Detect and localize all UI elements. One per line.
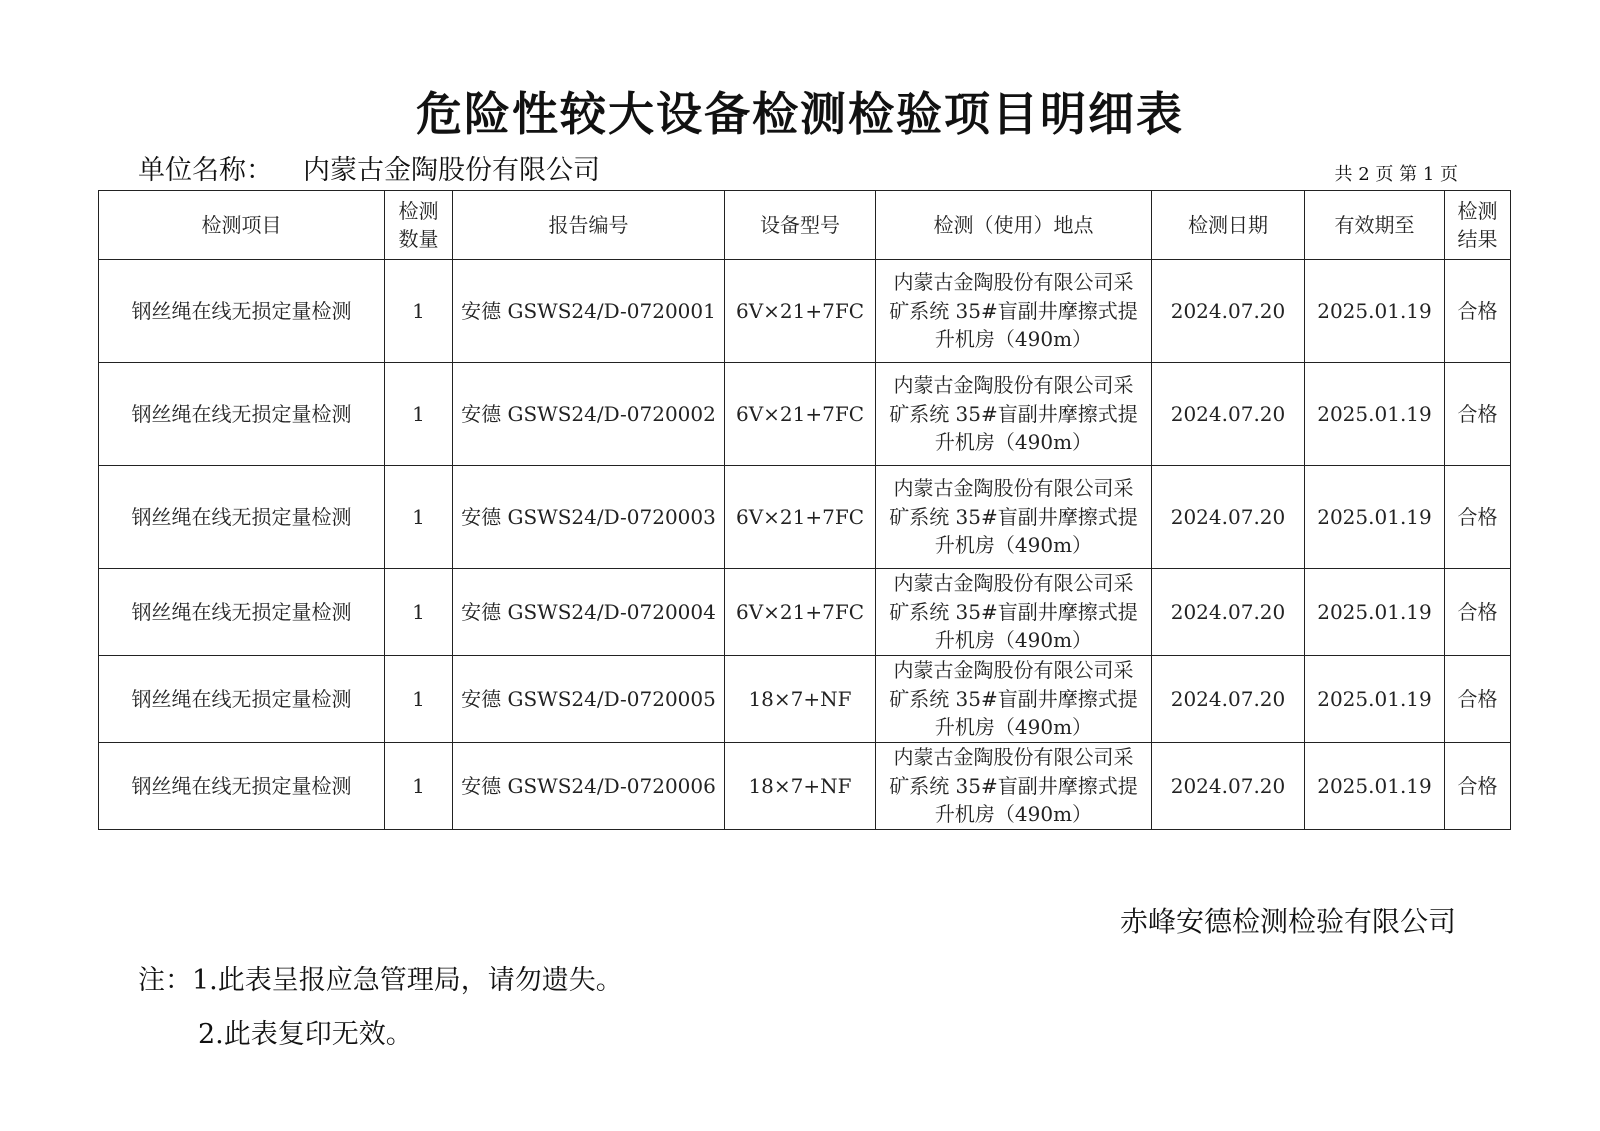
cell-item: 钢丝绳在线无损定量检测	[99, 656, 385, 743]
cell-qty: 1	[385, 363, 453, 466]
cell-valid: 2025.01.19	[1305, 466, 1445, 569]
cell-model: 6V×21+7FC	[725, 569, 876, 656]
cell-location: 内蒙古金陶股份有限公司采矿系统 35#盲副井摩擦式提升机房（490m）	[876, 260, 1152, 363]
cell-valid: 2025.01.19	[1305, 260, 1445, 363]
cell-location: 内蒙古金陶股份有限公司采矿系统 35#盲副井摩擦式提升机房（490m）	[876, 743, 1152, 830]
cell-result: 合格	[1445, 466, 1511, 569]
header-result: 检测结果	[1445, 191, 1511, 260]
page-title: 危险性较大设备检测检验项目明细表	[416, 87, 1184, 141]
cell-item: 钢丝绳在线无损定量检测	[99, 466, 385, 569]
notes	[138, 954, 623, 1062]
table-row	[99, 569, 1511, 656]
cell-model: 6V×21+7FC	[725, 260, 876, 363]
table-header-row	[99, 191, 1511, 260]
note-line-1: 注：1.此表呈报应急管理局，请勿遗失。	[138, 965, 623, 996]
table-row	[99, 656, 1511, 743]
cell-item: 钢丝绳在线无损定量检测	[99, 260, 385, 363]
cell-item: 钢丝绳在线无损定量检测	[99, 569, 385, 656]
cell-report: 安德 GSWS24/D-0720005	[453, 656, 725, 743]
cell-qty: 1	[385, 260, 453, 363]
page-count: 共 2 页 第 1 页	[1334, 164, 1458, 185]
header-model: 设备型号	[725, 191, 876, 260]
cell-qty: 1	[385, 466, 453, 569]
table-row	[99, 260, 1511, 363]
cell-report: 安德 GSWS24/D-0720003	[453, 466, 725, 569]
unit-name-line	[138, 148, 600, 187]
unit-label: 单位名称：	[138, 155, 273, 186]
cell-model: 18×7+NF	[725, 743, 876, 830]
cell-qty: 1	[385, 656, 453, 743]
cell-report: 安德 GSWS24/D-0720001	[453, 260, 725, 363]
cell-date: 2024.07.20	[1152, 743, 1305, 830]
cell-valid: 2025.01.19	[1305, 569, 1445, 656]
cell-result: 合格	[1445, 260, 1511, 363]
table-row	[99, 466, 1511, 569]
issuing-company: 赤峰安德检测检验有限公司	[1119, 905, 1456, 938]
header-location: 检测（使用）地点	[876, 191, 1152, 260]
cell-result: 合格	[1445, 656, 1511, 743]
cell-valid: 2025.01.19	[1305, 743, 1445, 830]
cell-result: 合格	[1445, 363, 1511, 466]
cell-location: 内蒙古金陶股份有限公司采矿系统 35#盲副井摩擦式提升机房（490m）	[876, 656, 1152, 743]
cell-report: 安德 GSWS24/D-0720002	[453, 363, 725, 466]
header-report: 报告编号	[453, 191, 725, 260]
cell-qty: 1	[385, 569, 453, 656]
cell-date: 2024.07.20	[1152, 656, 1305, 743]
unit-name: 内蒙古金陶股份有限公司	[303, 155, 600, 186]
cell-qty: 1	[385, 743, 453, 830]
cell-location: 内蒙古金陶股份有限公司采矿系统 35#盲副井摩擦式提升机房（490m）	[876, 466, 1152, 569]
cell-date: 2024.07.20	[1152, 466, 1305, 569]
cell-report: 安德 GSWS24/D-0720004	[453, 569, 725, 656]
table-row	[99, 363, 1511, 466]
inspection-table	[98, 190, 1511, 830]
cell-date: 2024.07.20	[1152, 260, 1305, 363]
cell-report: 安德 GSWS24/D-0720006	[453, 743, 725, 830]
cell-result: 合格	[1445, 743, 1511, 830]
header-date: 检测日期	[1152, 191, 1305, 260]
note-line-2: 2.此表复印无效。	[198, 1019, 413, 1050]
cell-date: 2024.07.20	[1152, 363, 1305, 466]
header-qty: 检测数量	[385, 191, 453, 260]
cell-model: 18×7+NF	[725, 656, 876, 743]
cell-item: 钢丝绳在线无损定量检测	[99, 363, 385, 466]
cell-result: 合格	[1445, 569, 1511, 656]
cell-item: 钢丝绳在线无损定量检测	[99, 743, 385, 830]
table-row	[99, 743, 1511, 830]
cell-valid: 2025.01.19	[1305, 363, 1445, 466]
cell-model: 6V×21+7FC	[725, 363, 876, 466]
header-valid: 有效期至	[1305, 191, 1445, 260]
cell-model: 6V×21+7FC	[725, 466, 876, 569]
header-item: 检测项目	[99, 191, 385, 260]
cell-location: 内蒙古金陶股份有限公司采矿系统 35#盲副井摩擦式提升机房（490m）	[876, 363, 1152, 466]
cell-date: 2024.07.20	[1152, 569, 1305, 656]
cell-location: 内蒙古金陶股份有限公司采矿系统 35#盲副井摩擦式提升机房（490m）	[876, 569, 1152, 656]
cell-valid: 2025.01.19	[1305, 656, 1445, 743]
